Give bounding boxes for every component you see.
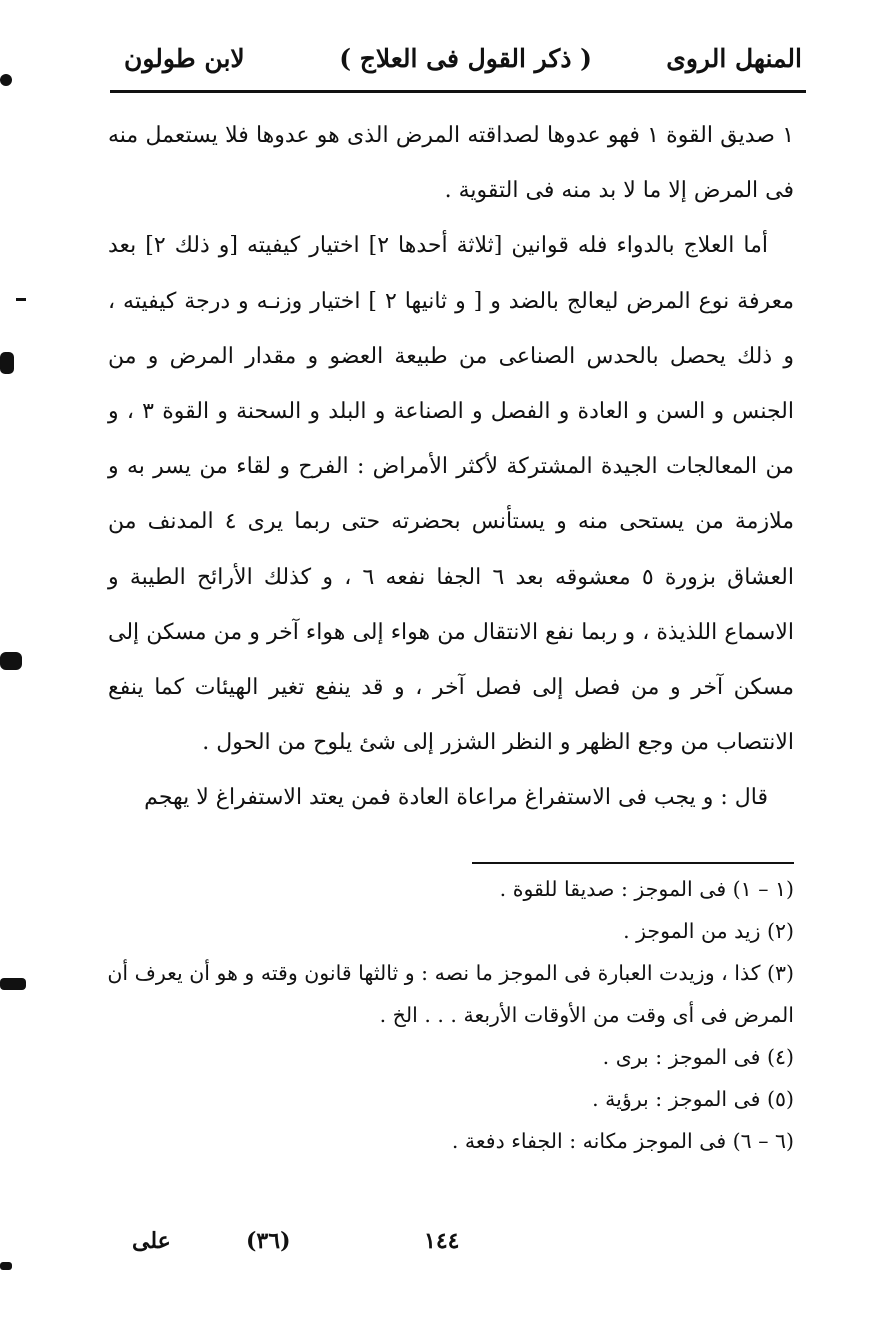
footnote: (٦ – ٦) فى الموجز مكانه : الجفاء دفعة .: [451, 1129, 794, 1153]
header-author: لابن طولون: [124, 44, 245, 73]
footnote-rule: [472, 862, 794, 864]
paragraph: قال : و يجب فى الاستفراغ مراعاة العادة فمن يعتد الاستفراغ لا يهجم: [144, 785, 768, 811]
main-text: [108, 108, 794, 826]
header-section-title: ( ذكر القول فى العلاج ): [339, 44, 592, 73]
footnote: (١ – ١) فى الموجز : صديقا للقوة .: [499, 877, 794, 901]
scan-mark: [0, 1262, 12, 1270]
catchword: على: [132, 1228, 171, 1254]
footnote: (٤) فى الموجز : برى .: [602, 1045, 794, 1069]
footnotes: [104, 868, 794, 1162]
header-rule: [110, 90, 806, 93]
scan-mark: [16, 298, 26, 301]
footnote: (٢) زيد من الموجز .: [623, 919, 794, 943]
scan-mark: [0, 352, 14, 374]
page-footer: [0, 1228, 888, 1268]
signature-number: (٣٦): [246, 1228, 291, 1254]
header-book-title: المنهل الروى: [666, 44, 802, 73]
scan-mark: [0, 652, 22, 670]
footnote: (٣) كذا ، وزيدت العبارة فى الموجز ما نصه : و ثالثها قانون وقته و هو أن يعرف أن المرض فى أى وقت من الأوقات الأربعة . . . الخ .: [107, 961, 794, 1027]
page-number: ١٤٤: [424, 1228, 460, 1254]
scan-mark: [0, 978, 26, 990]
running-header: [112, 38, 802, 92]
scan-mark: [0, 74, 12, 86]
paragraph: ١ صديق القوة ١ فهو عدوها لصداقته المرض الذى هو عدوها فلا يستعمل منه فى المرض إلا ما لا بد منه فى التقوية .: [108, 123, 795, 204]
paragraph: أما العلاج بالدواء فله قوانين [ثلاثة أحدها ٢] اختيار كيفيته [و ذلك ٢] بعد معرفة نوع المرض ليعالج بالضد و [ و ثانيها ٢ ] اختيار وزنـه و درجة كيفيته ، و ذلك يحصل بالحدس الصناعى من طبيعة العضو و مقدار المرض و من الجنس و السن و العادة و الفصل و الصناعة و البلد و السحنة و القوة ٣ ، و من المعالجات الجيدة المشتركة لأكثر الأمراض : الفرح و لقاء من يسر به و ملازمة من يستحى منه و يستأنس بحضرته حتى ربما يرى ٤ المدنف من العشاق بزورة ٥ معشوقه بعد ٦ الجفا نفعه ٦ ، و كذلك الأرائح الطيبة و الاسماع اللذيذة ، و ربما نفع الانتقال من هواء إلى هواء آخر و من مسكن إلى مسكن آخر و من فصل إلى فصل آخر ، و قد ينفع تغير الهيئات كما ينفع الانتصاب من وجع الظهر و النظر الشزر إلى شئ يلوح من الحول .: [108, 233, 795, 756]
footnote: (٥) فى الموجز : برؤية .: [592, 1087, 794, 1111]
